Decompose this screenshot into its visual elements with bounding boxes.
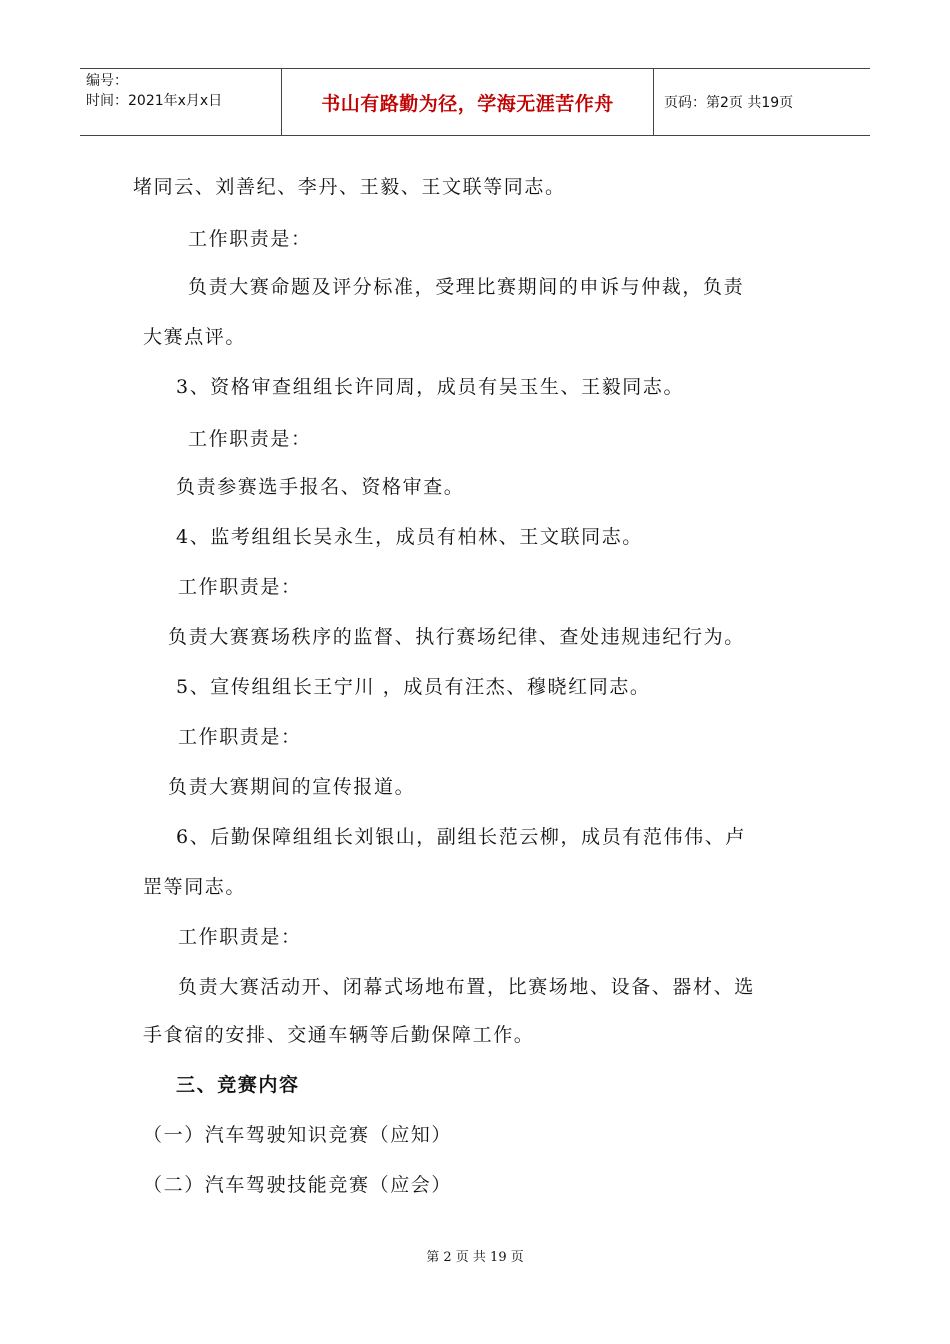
body-line: 6、后勤保障组组长刘银山，副组长范云柳，成员有范伟伟、卢 [176,826,746,848]
body-line: 负责大赛期间的宣传报道。 [168,776,416,798]
header-meta [80,69,282,135]
header-motto: 书山有路勤为径，学海无涯苦作舟 [282,69,654,135]
body-line: 大赛点评。 [143,326,247,348]
document-date-label: 时间：2021年x月x日 [86,93,223,109]
body-line: （一）汽车驾驶知识竞赛（应知） [143,1124,453,1146]
body-line: 5、宣传组组长王宁川 ，成员有汪杰、穆晓红同志。 [176,676,651,698]
page-header [80,68,870,136]
body-line: 3、资格审查组组长许同周，成员有吴玉生、王毅同志。 [176,376,685,398]
section-heading: 三、竞赛内容 [176,1074,300,1096]
body-line: 罡等同志。 [143,876,247,898]
page-footer: 第 2 页 共 19 页 [426,1250,524,1265]
body-line: 工作职责是： [178,726,302,748]
body-line: 手食宿的安排、交通车辆等后勤保障工作。 [143,1024,535,1046]
body-line: 负责大赛命题及评分标准，受理比赛期间的申诉与仲裁，负责 [188,276,745,298]
document-number-label: 编号： [86,73,128,89]
body-line: 负责大赛活动开、闭幕式场地布置，比赛场地、设备、器材、选 [178,976,755,998]
body-line: 工作职责是： [188,428,312,450]
body-line: 工作职责是： [188,228,312,250]
body-line: 负责大赛赛场秩序的监督、执行赛场纪律、查处违规违纪行为。 [168,626,745,648]
header-page-info: 页码：第2页 共19页 [664,95,794,111]
body-line: 4、监考组组长吴永生，成员有柏林、王文联同志。 [176,526,643,548]
body-line: 负责参赛选手报名、资格审查。 [176,476,465,498]
body-line: 堵同云、刘善纪、李丹、王毅、王文联等同志。 [133,176,566,198]
body-line: 工作职责是： [178,576,302,598]
body-line: （二）汽车驾驶技能竞赛（应会） [143,1174,453,1196]
body-line: 工作职责是： [178,926,302,948]
